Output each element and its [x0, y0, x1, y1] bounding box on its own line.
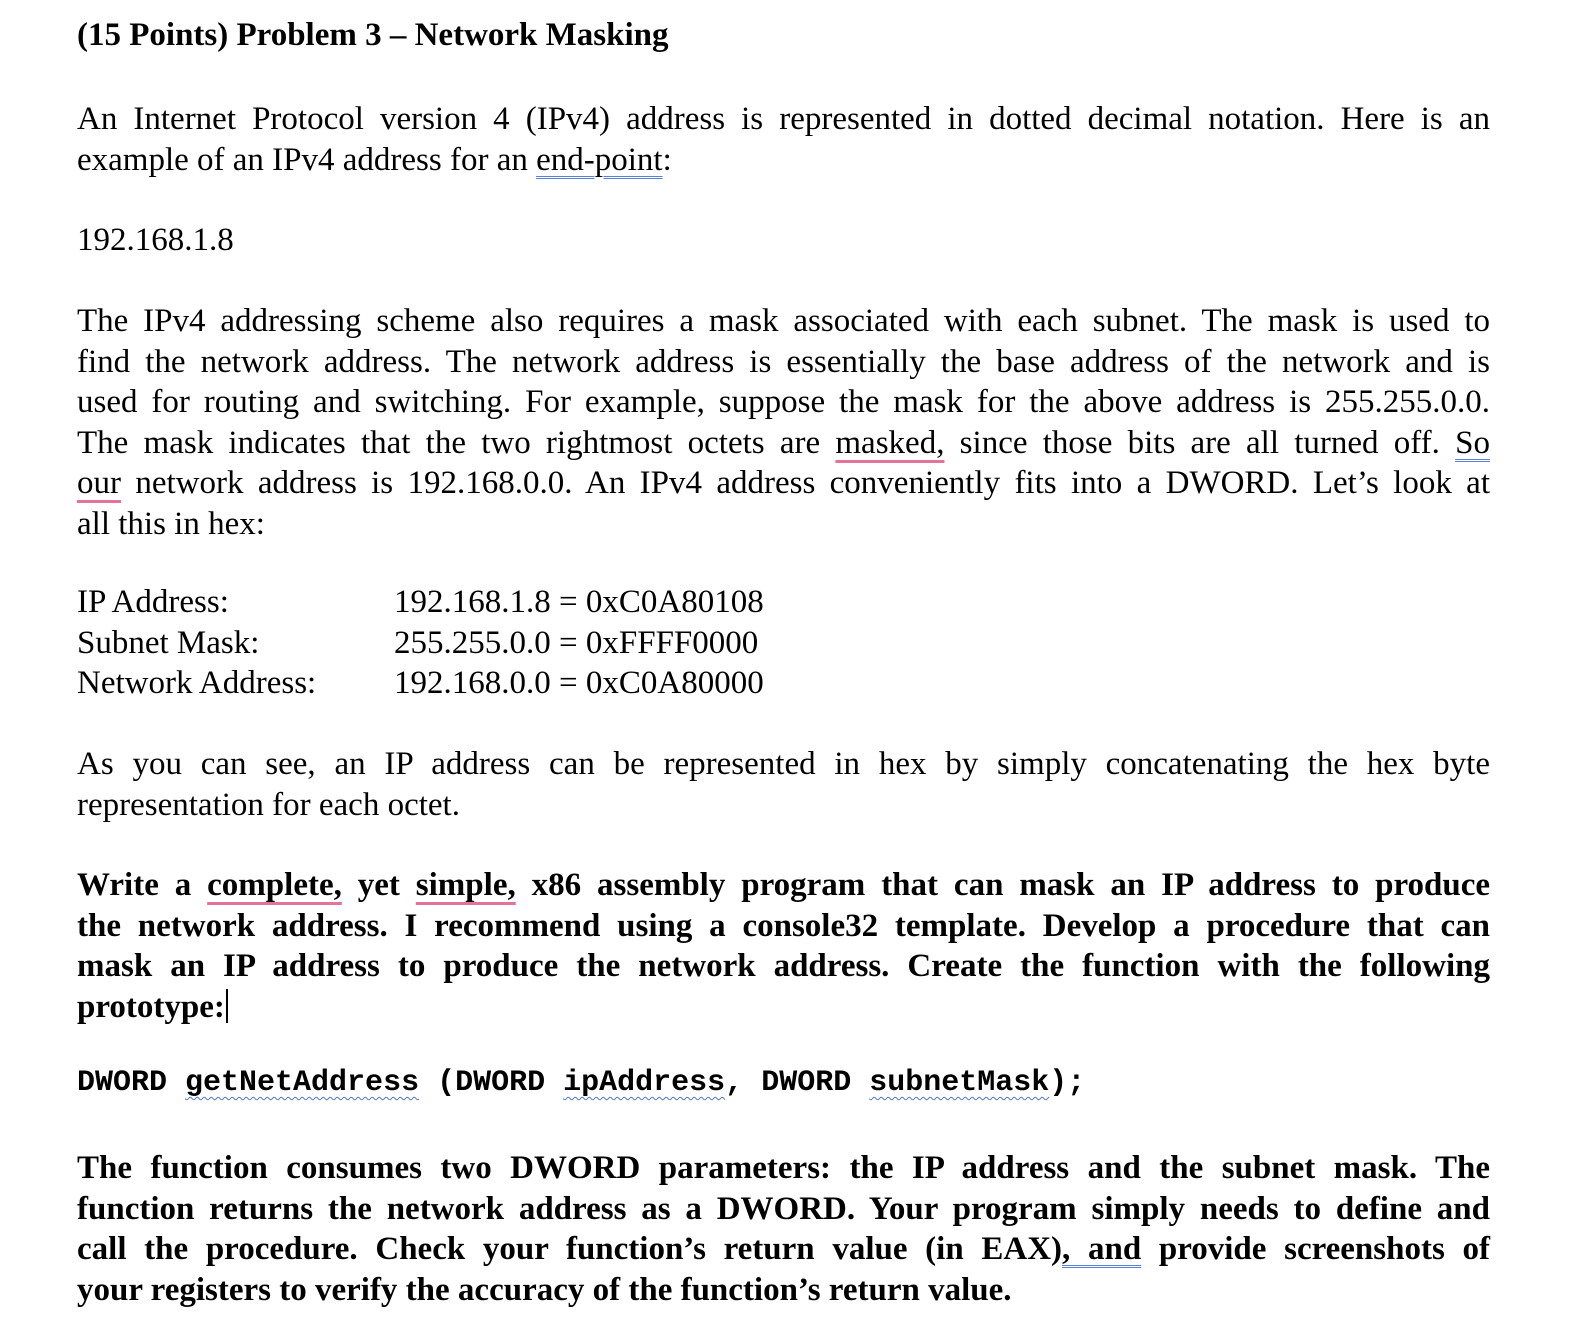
function-desc-line-2: function returns the network address as a DWORD. Your program simply needs to define and [77, 1190, 1490, 1227]
hex-label-network: Network Address: [77, 665, 317, 701]
prototype-param2-type: DWORD [761, 1066, 870, 1100]
prototype-param1-type: DWORD [455, 1066, 564, 1100]
prototype-space [419, 1066, 437, 1100]
hex-value-mask: 255.255.0.0 = 0xFFFF0000 [394, 624, 759, 661]
mask-line-1: The IPv4 addressing scheme also requires a mask associated with each subnet. The mask is used to [77, 303, 1490, 339]
problem-title [77, 15, 1490, 56]
task-line-1-c: x86 assembly program that can mask an IP address to produce [515, 867, 1490, 903]
prototype-close: ); [1049, 1066, 1086, 1100]
hex-value-network: 192.168.0.0 = 0xC0A80000 [394, 665, 764, 701]
prototype-param2-name: subnetMask [869, 1066, 1050, 1100]
and-word: , and [1062, 1231, 1142, 1267]
problem-title-text: (15 Points) Problem 3 – Network Masking [77, 17, 669, 53]
our-word: our [77, 465, 121, 501]
end-point-term: end-point [536, 141, 663, 178]
hex-label-ip: IP Address: [77, 584, 229, 620]
mask-line-6: all this in hex: [77, 505, 265, 542]
hex-explanation-paragraph [77, 744, 1490, 825]
complete-word: complete, [207, 867, 342, 903]
masked-word: masked, [835, 424, 945, 461]
hex-explanation-line-2: representation for each octet. [77, 786, 460, 823]
function-desc-line-1: The function consumes two DWORD parameters: the IP address and the subnet mask. The [77, 1150, 1490, 1186]
function-desc-line-4: your registers to verify the accuracy of the function’s return value. [77, 1271, 1012, 1308]
task-line-4-text: prototype: [77, 988, 225, 1025]
task-line-1-b: yet [341, 867, 416, 903]
function-description-paragraph [77, 1148, 1490, 1310]
task-line-2: the network address. I recommend using a console32 template. Develop a procedure that can [77, 907, 1490, 944]
simple-word: simple, [415, 867, 516, 903]
intro-line-2-pre: example of an IPv4 address for an [77, 141, 537, 178]
task-line-4 [77, 987, 1490, 1028]
prototype-open-paren: ( [437, 1066, 456, 1100]
intro-line-2 [77, 140, 1490, 181]
function-prototype [77, 1063, 1490, 1104]
so-word: So [1455, 424, 1490, 461]
mask-paragraph [77, 301, 1490, 544]
mask-line-5 [77, 463, 1490, 504]
function-desc-line-3 [77, 1229, 1490, 1270]
intro-line-1: An Internet Protocol version 4 (IPv4) address is represented in dotted decimal notation. Here is an [77, 101, 1490, 137]
task-line-1-a: Write a [77, 867, 208, 903]
example-ip: 192.168.1.8 [77, 222, 234, 258]
eax-word: EAX) [981, 1231, 1063, 1267]
task-line-1 [77, 865, 1490, 906]
task-paragraph [77, 865, 1490, 1027]
function-desc-line-3-pre: call the procedure. Check your function’s return value (in [77, 1231, 982, 1267]
mask-line-4 [77, 423, 1490, 464]
mask-line-4-pre: The mask indicates that the two rightmost octets are [77, 424, 836, 461]
mask-line-3: used for routing and switching. For example, suppose the mask for the above address is 255.255.0.0. [77, 384, 1490, 420]
hex-value-ip: 192.168.1.8 = 0xC0A80108 [394, 584, 764, 620]
text-cursor [226, 989, 228, 1023]
mask-line-5-post: network address is 192.168.0.0. An IPv4 address conveniently fits into a DWORD. Let’s look at [121, 465, 1490, 501]
hex-label-mask: Subnet Mask: [77, 624, 260, 661]
prototype-comma: , [725, 1066, 762, 1100]
example-ip-paragraph [77, 220, 1490, 261]
hex-explanation-line-1: As you can see, an IP address can be represented in hex by simply concatenating the hex byte [77, 746, 1490, 782]
prototype-function-name: getNetAddress [185, 1066, 420, 1100]
task-line-3: mask an IP address to produce the network address. Create the function with the following [77, 948, 1490, 984]
intro-paragraph [77, 99, 1490, 180]
intro-line-2-post: : [662, 141, 672, 178]
prototype-param1-name: ipAddress [563, 1066, 726, 1100]
function-desc-line-3-post: provide screenshots of [1141, 1231, 1490, 1267]
mask-line-4-mid: since those bits are all turned off. [944, 424, 1456, 461]
mask-line-2: find the network address. The network address is essentially the base address of the network and is [77, 343, 1490, 380]
prototype-return-type: DWORD [77, 1066, 186, 1100]
